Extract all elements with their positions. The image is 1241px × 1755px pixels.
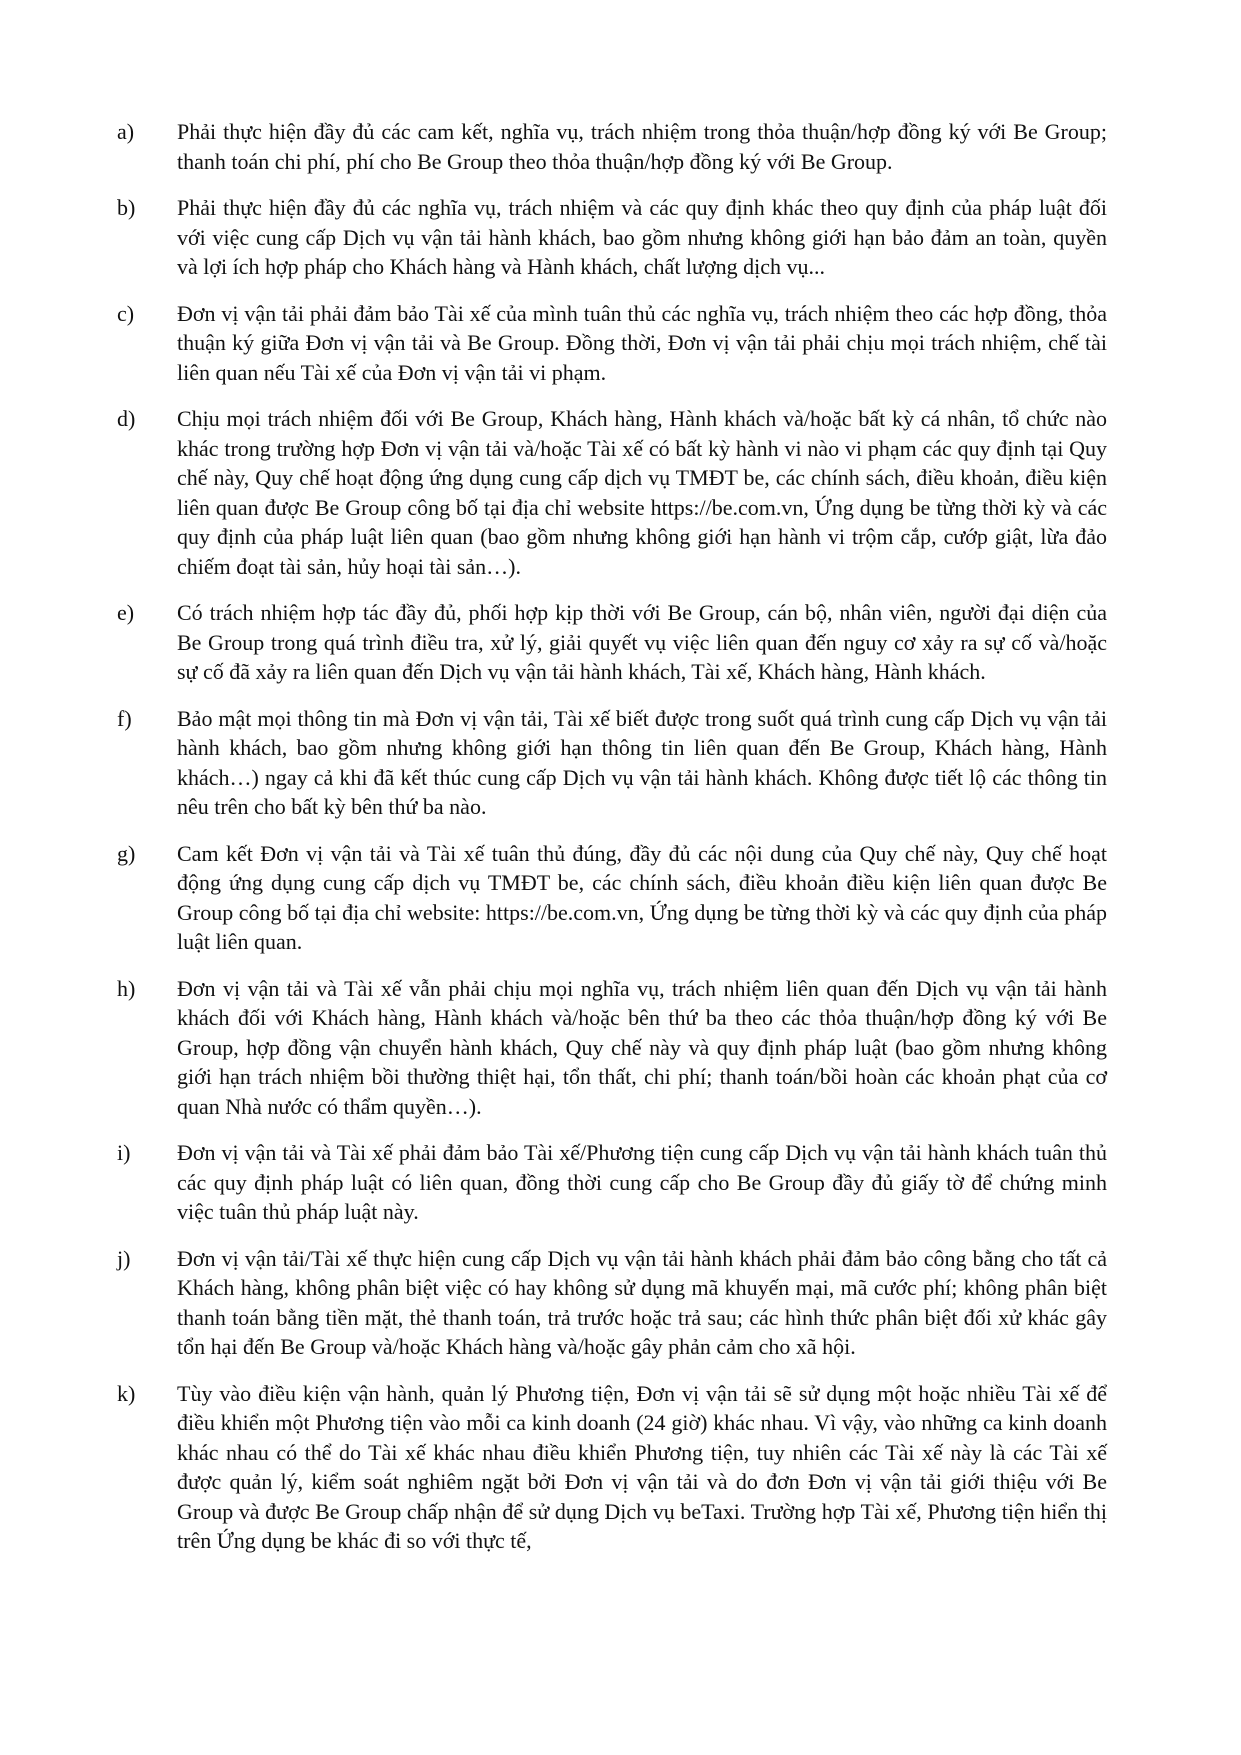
clause-marker: e) xyxy=(117,600,135,625)
clause-text: Đơn vị vận tải và Tài xế vẫn phải chịu mọi nghĩa vụ, trách nhiệm liên quan đến Dịch vụ vận tải hành khách đối với Khách hàng, Hành khách và/hoặc bên thứ ba theo các thỏa thuận/hợp đồng ký với Be Group, hợp đồng vận chuyển hành khách, Quy chế này và quy định pháp luật (bao gồm nhưng không giới hạn trách nhiệm bồi thường thiệt hại, tổn thất, chi phí; thanh toán/bồi hoàn các khoản phạt của cơ quan Nhà nước có thẩm quyền…). xyxy=(177,975,1107,1119)
clause-e xyxy=(117,598,1107,687)
clause-f xyxy=(117,704,1107,822)
clause-marker: b) xyxy=(117,195,136,220)
clause-i xyxy=(117,1138,1107,1227)
clause-k xyxy=(117,1379,1107,1556)
clause-h xyxy=(117,974,1107,1122)
clause-marker: i) xyxy=(117,1140,131,1165)
clause-text: Đơn vị vận tải/Tài xế thực hiện cung cấp Dịch vụ vận tải hành khách phải đảm bảo công bằng cho tất cả Khách hàng, không phân biệt việc có hay không sử dụng mã khuyến mại, mã cước phí; không phân biệt thanh toán bằng tiền mặt, thẻ thanh toán, trả trước hoặc trả sau; các hình thức phân biệt đối xử khác gây tổn hại đến Be Group và/hoặc Khách hàng và/hoặc gây phản cảm cho xã hội. xyxy=(177,1245,1107,1359)
clause-text: Chịu mọi trách nhiệm đối với Be Group, Khách hàng, Hành khách và/hoặc bất kỳ cá nhân, tổ chức nào khác trong trường hợp Đơn vị vận tải và/hoặc Tài xế có bất kỳ hành vi nào vi phạm các quy định tại Quy chế này, Quy chế hoạt động ứng dụng cung cấp dịch vụ TMĐT be, các chính sách, điều khoản, điều kiện liên quan được Be Group công bố tại địa chỉ website https://be.com.vn, Ứng dụng be từng thời kỳ và các quy định của pháp luật liên quan (bao gồm nhưng không giới hạn hành vi trộm cắp, cướp giật, lừa đảo chiếm đoạt tài sản, hủy hoại tài sản…). xyxy=(177,406,1107,579)
clause-marker: j) xyxy=(117,1245,131,1271)
clause-j xyxy=(117,1244,1107,1362)
clause-marker: k) xyxy=(117,1380,136,1406)
clause-text: Phải thực hiện đầy đủ các nghĩa vụ, trách nhiệm và các quy định khác theo quy định của pháp luật đối với việc cung cấp Dịch vụ vận tải hành khách, bao gồm nhưng không giới hạn bảo đảm an toàn, quyền và lợi ích hợp pháp cho Khách hàng và Hành khách, chất lượng dịch vụ... xyxy=(177,195,1107,279)
clause-marker: d) xyxy=(117,406,136,431)
clause-marker: a) xyxy=(117,119,135,144)
clause-g xyxy=(117,839,1107,957)
clause-text: Đơn vị vận tải phải đảm bảo Tài xế của mình tuân thủ các nghĩa vụ, trách nhiệm theo các hợp đồng, thỏa thuận ký giữa Đơn vị vận tải và Be Group. Đồng thời, Đơn vị vận tải phải chịu mọi trách nhiệm, chế tài liên quan nếu Tài xế của Đơn vị vận tải vi phạm. xyxy=(177,300,1107,385)
clause-text: Cam kết Đơn vị vận tải và Tài xế tuân thủ đúng, đầy đủ các nội dung của Quy chế này, Quy chế hoạt động ứng dụng cung cấp dịch vụ TMĐT be, các chính sách, điều khoản điều kiện liên quan được Be Group công bố tại địa chỉ website: https://be.com.vn, Ứng dụng be từng thời kỳ và các quy định của pháp luật liên quan. xyxy=(177,840,1107,954)
clause-text: Bảo mật mọi thông tin mà Đơn vị vận tải, Tài xế biết được trong suốt quá trình cung cấp Dịch vụ vận tải hành khách, bao gồm nhưng không giới hạn thông tin liên quan đến Be Group, Khách hàng, Hành khách…) ngay cả khi đã kết thúc cung cấp Dịch vụ vận tải hành khách. Không được tiết lộ các thông tin nêu trên cho bất kỳ bên thứ ba nào. xyxy=(177,705,1107,819)
obligations-list xyxy=(117,117,1107,1556)
clause-marker: g) xyxy=(117,840,136,866)
clause-marker: h) xyxy=(117,975,136,1001)
clause-d xyxy=(117,404,1107,581)
clause-text: Phải thực hiện đầy đủ các cam kết, nghĩa vụ, trách nhiệm trong thỏa thuận/hợp đồng ký với Be Group; thanh toán chi phí, phí cho Be Group theo thỏa thuận/hợp đồng ký với Be Group. xyxy=(177,119,1107,174)
clause-a xyxy=(117,117,1107,176)
clause-b xyxy=(117,193,1107,282)
clause-marker: f) xyxy=(117,705,132,731)
clause-marker: c) xyxy=(117,300,135,326)
clause-text: Tùy vào điều kiện vận hành, quản lý Phương tiện, Đơn vị vận tải sẽ sử dụng một hoặc nhiều Tài xế để điều khiển một Phương tiện vào mỗi ca kinh doanh (24 giờ) khác nhau. Vì vậy, vào những ca kinh doanh khác nhau có thể do Tài xế khác nhau điều khiển Phương tiện, tuy nhiên các Tài xế này là các Tài xế được quản lý, kiểm soát nghiêm ngặt bởi Đơn vị vận tải và do đơn Đơn vị vận tải giới thiệu với Be Group và được Be Group chấp nhận để sử dụng Dịch vụ beTaxi. Trường hợp Tài xế, Phương tiện hiển thị trên Ứng dụng be khác đi so với thực tế, xyxy=(177,1380,1107,1553)
clause-text: Có trách nhiệm hợp tác đầy đủ, phối hợp kịp thời với Be Group, cán bộ, nhân viên, người đại diện của Be Group trong quá trình điều tra, xử lý, giải quyết vụ việc liên quan đến nguy cơ xảy ra sự cố và/hoặc sự cố đã xảy ra liên quan đến Dịch vụ vận tải hành khách, Tài xế, Khách hàng, Hành khách. xyxy=(177,600,1107,684)
clause-text: Đơn vị vận tải và Tài xế phải đảm bảo Tài xế/Phương tiện cung cấp Dịch vụ vận tải hành khách tuân thủ các quy định pháp luật có liên quan, đồng thời cung cấp cho Be Group đầy đủ giấy tờ để chứng minh việc tuân thủ pháp luật này. xyxy=(177,1140,1107,1224)
clause-c xyxy=(117,299,1107,388)
